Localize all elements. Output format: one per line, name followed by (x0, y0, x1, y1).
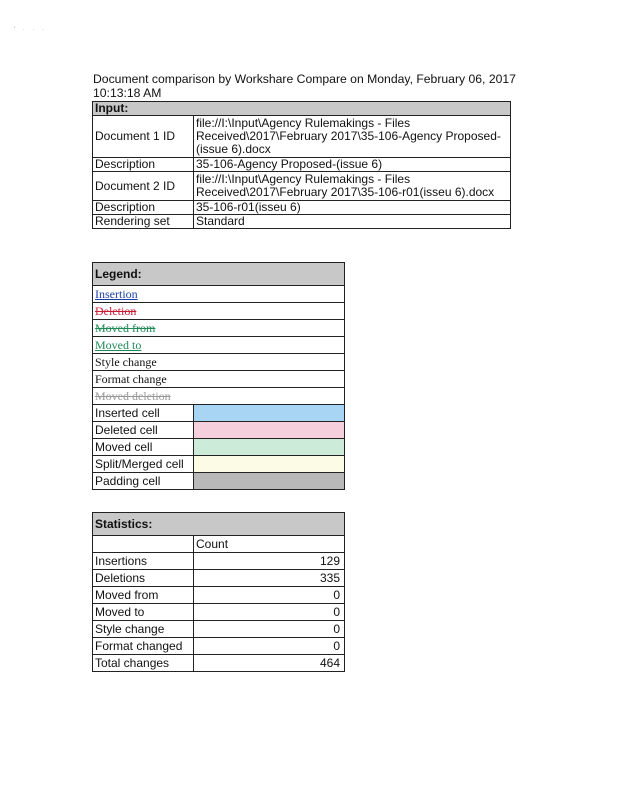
legend-row (93, 422, 345, 439)
legend-row (93, 303, 345, 320)
legend-row (93, 439, 345, 456)
legend-moved-to: Moved to (95, 338, 142, 352)
stat-count: 464 (194, 655, 345, 672)
legend-deleted-cell: Deleted cell (93, 422, 194, 439)
stat-label: Format changed (93, 638, 194, 655)
legend-moved-cell: Moved cell (93, 439, 194, 456)
stat-label: Style change (93, 621, 194, 638)
moved-cell-swatch (194, 439, 345, 456)
count-header: Count (194, 536, 345, 553)
document-2-id-value: file://I:\Input\Agency Rulemakings - Files Received\2017\February 2017\35-106-r01(isseu 6).docx (194, 172, 511, 201)
legend-table (92, 262, 345, 490)
table-row (93, 587, 345, 604)
stat-label: Moved from (93, 587, 194, 604)
stat-label: Deletions (93, 570, 194, 587)
stat-count: 129 (194, 553, 345, 570)
legend-style-change: Style change (95, 355, 157, 369)
input-title: Input: (93, 102, 511, 116)
table-row (93, 172, 511, 201)
legend-deletion: Deletion (95, 304, 137, 318)
legend-title: Legend: (93, 263, 345, 286)
legend-row (93, 473, 345, 490)
statistics-title: Statistics: (93, 513, 345, 536)
table-row (93, 116, 511, 158)
legend-moved-deletion: Moved deletion (95, 389, 171, 403)
legend-insertion: Insertion (95, 287, 138, 301)
row-label: Description (93, 158, 194, 172)
legend-moved-from: Moved from (95, 321, 156, 335)
stat-count: 335 (194, 570, 345, 587)
legend-inserted-cell: Inserted cell (93, 405, 194, 422)
stat-count: 0 (194, 604, 345, 621)
statistics-table (92, 512, 345, 672)
legend-row (93, 337, 345, 354)
rendering-set-value: Standard (194, 215, 511, 229)
stat-count: 0 (194, 638, 345, 655)
padding-cell-swatch (194, 473, 345, 490)
table-row (93, 215, 511, 229)
header-line-2: 10:13:18 AM (93, 86, 162, 100)
table-row (93, 536, 345, 553)
stat-count: 0 (194, 621, 345, 638)
table-row (93, 553, 345, 570)
stat-label: Insertions (93, 553, 194, 570)
legend-split-merged-cell: Split/Merged cell (93, 456, 194, 473)
inserted-cell-swatch (194, 405, 345, 422)
legend-row (93, 405, 345, 422)
split-merged-cell-swatch (194, 456, 345, 473)
comparison-header (93, 72, 533, 100)
row-label: Document 1 ID (93, 116, 194, 158)
table-row (93, 158, 511, 172)
table-row (93, 201, 511, 215)
description-1-value: 35-106-Agency Proposed-(issue 6) (194, 158, 511, 172)
legend-format-change: Format change (95, 372, 167, 386)
deleted-cell-swatch (194, 422, 345, 439)
table-row (93, 604, 345, 621)
scan-specks: ' · · · (14, 27, 48, 33)
stat-label: Moved to (93, 604, 194, 621)
table-row (93, 638, 345, 655)
header-line-1: Document comparison by Workshare Compare on Monday, February 06, 2017 (93, 72, 516, 86)
stat-label: Total changes (93, 655, 194, 672)
input-table (92, 101, 511, 229)
legend-row (93, 354, 345, 371)
row-label: Document 2 ID (93, 172, 194, 201)
table-row (93, 621, 345, 638)
table-row (93, 655, 345, 672)
legend-row (93, 371, 345, 388)
stat-count: 0 (194, 587, 345, 604)
table-row (93, 570, 345, 587)
legend-row (93, 388, 345, 405)
legend-padding-cell: Padding cell (93, 473, 194, 490)
description-2-value: 35-106-r01(isseu 6) (194, 201, 511, 215)
row-label: Rendering set (93, 215, 194, 229)
legend-row (93, 320, 345, 337)
document-1-id-value: file://I:\Input\Agency Rulemakings - Files Received\2017\February 2017\35-106-Agency Proposed-(issue 6).docx (194, 116, 511, 158)
legend-row (93, 286, 345, 303)
row-label: Description (93, 201, 194, 215)
legend-row (93, 456, 345, 473)
